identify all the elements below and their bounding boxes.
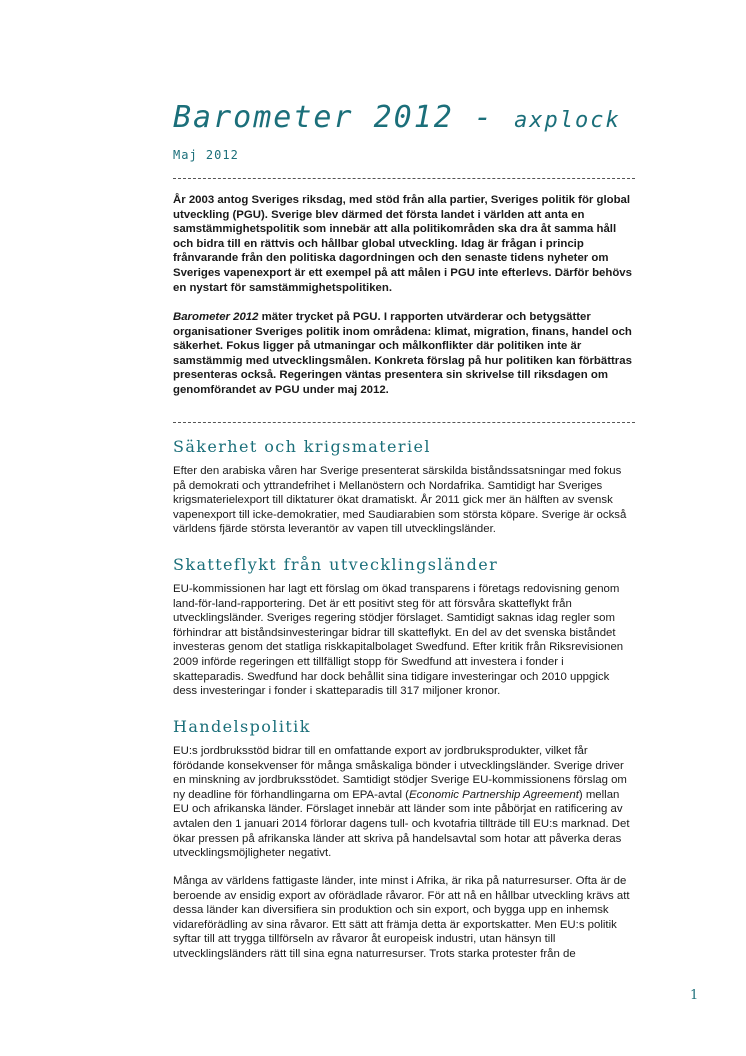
document-title bbox=[173, 100, 621, 135]
intro-emphasis: Barometer 2012 bbox=[173, 311, 259, 323]
title-separator: - bbox=[453, 100, 515, 135]
title-sub: axplock bbox=[514, 108, 621, 133]
trade-text-emphasis: Economic Partnership Agreement bbox=[408, 788, 579, 801]
section-heading-tax-evasion: Skatteflykt från utvecklingsländer bbox=[173, 555, 499, 574]
section-text-security: Efter den arabiska våren har Sverige presenterat särskilda biståndssatsningar med fokus på demokrati och yttrandefrihet i Mellanöstern och Nordafrika. Samtidigt har Sveriges krigsmaterielexport till diktaturer ökat dramatiskt. År 2011 gick mer än hälften av svensk vapenexport till icke-demokratier, med Saudiarabien som största köpare. Sverige är också världens fjärde största leverantör av vapen till utvecklingsländer. bbox=[173, 465, 627, 536]
section-heading-trade: Handelspolitik bbox=[173, 717, 311, 736]
section-text-trade-1 bbox=[173, 744, 635, 861]
title-main: Barometer 2012 bbox=[173, 100, 454, 135]
section-text-trade-2: Många av världens fattigaste länder, inte minst i Afrika, är rika på naturresurser. Ofta är de beroende av ensidig export av oförädlade råvaror. För att nå en hållbar utveckling krävs att dessa länder kan diversifiera sin produktion och sin export, och bygga upp en inhemsk vidareförädling av sina råvaror. Ett sätt att främja detta är exportskatter. Men EU:s politik syftar till att trygga tillförseln av råvaror åt europeisk industri, utan hänsyn till utvecklingsländers rätt till sina egna naturresurser. Trots starka protester från de bbox=[173, 875, 630, 960]
trade-text-part-b: ) mellan EU och afrikanska länder. Förslaget innebär att länder som inte påbörjat en ratificering av avtalen den 1 januari 2014 förlorar dagens tull- och kvotafria tillträde till EU:s marknad. Det ökar pressen på afrikanska länder att skriva på handelsavtal som hotar att påverka deras utvecklingsmöjligheter negativt. bbox=[173, 788, 630, 860]
section-heading-security: Säkerhet och krigsmateriel bbox=[173, 437, 431, 456]
intro-paragraph-2-text: mäter trycket på PGU. I rapporten utvärderar och betygsätter organisationer Sveriges politik inom områdena: klimat, migration, finans, handel och säkerhet. Fokus ligger på utmaningar och målkonflikter där politiken inte är samstämmig med utvecklingsmålen. Konkreta förslag på hur politiken kan förbättras presenteras också. Regeringen väntas presentera sin skrivelse till riksdagen om genomförandet av PGU under maj 2012. bbox=[173, 311, 632, 396]
page-number: 1 bbox=[690, 988, 699, 1003]
divider bbox=[173, 178, 635, 179]
divider bbox=[173, 422, 635, 423]
section-text-tax-evasion: EU-kommissionen har lagt ett förslag om ökad transparens i företags redovisning genom land-för-land-rapportering. Det är ett positivt steg för att försvåra skatteflykt från utvecklingsländer. Sveriges regering stödjer förslaget. Samtidigt saknas idag regler som förhindrar att biståndsinvesteringar bidrar till skatteflykt. En del av det svenska biståndet investeras genom det statliga riskkapitalbolaget Swedfund. Efter kritik från Riksrevisionen 2009 införde regeringen ett tillfälligt stopp för Swedfund att investera i fonder i skatteparadis. Swedfund har dock behållit sina tidigare investeringar och 2010 uppgick dess investeringar i fonder i skatteparadis till 317 miljoner kronor. bbox=[173, 583, 624, 698]
trade-text-part-a: EU:s jordbruksstöd bidrar till en omfattande export av jordbruksprodukter, vilket får förödande konsekvenser för många småskaliga bönder i utvecklingsländer. Sverige driver en minskning av jordbruksstödet. Samtidigt stödjer Sverige EU-kommissionens förslag om ny deadline för förhandlingarna om EPA-avtal ( bbox=[173, 745, 627, 801]
intro-paragraph-2 bbox=[173, 310, 635, 398]
intro-paragraph-1: År 2003 antog Sveriges riksdag, med stöd från alla partier, Sveriges politik för global utveckling (PGU). Sverige blev därmed det första landet i världen att anta en samstämmighetspolitik som innebär att alla politikområden ska dra åt samma håll och bidra till en rättvis och hållbar global utveckling. Idag är frågan i princip frånvarande från den politiska dagordningen och den senaste tidens nyheter om Sveriges vapenexport är ett exempel på att målen i PGU inte efterlevs. Därför behövs en nystart för samstämmighetspolitiken. bbox=[173, 194, 632, 294]
document-date: Maj 2012 bbox=[173, 148, 239, 162]
